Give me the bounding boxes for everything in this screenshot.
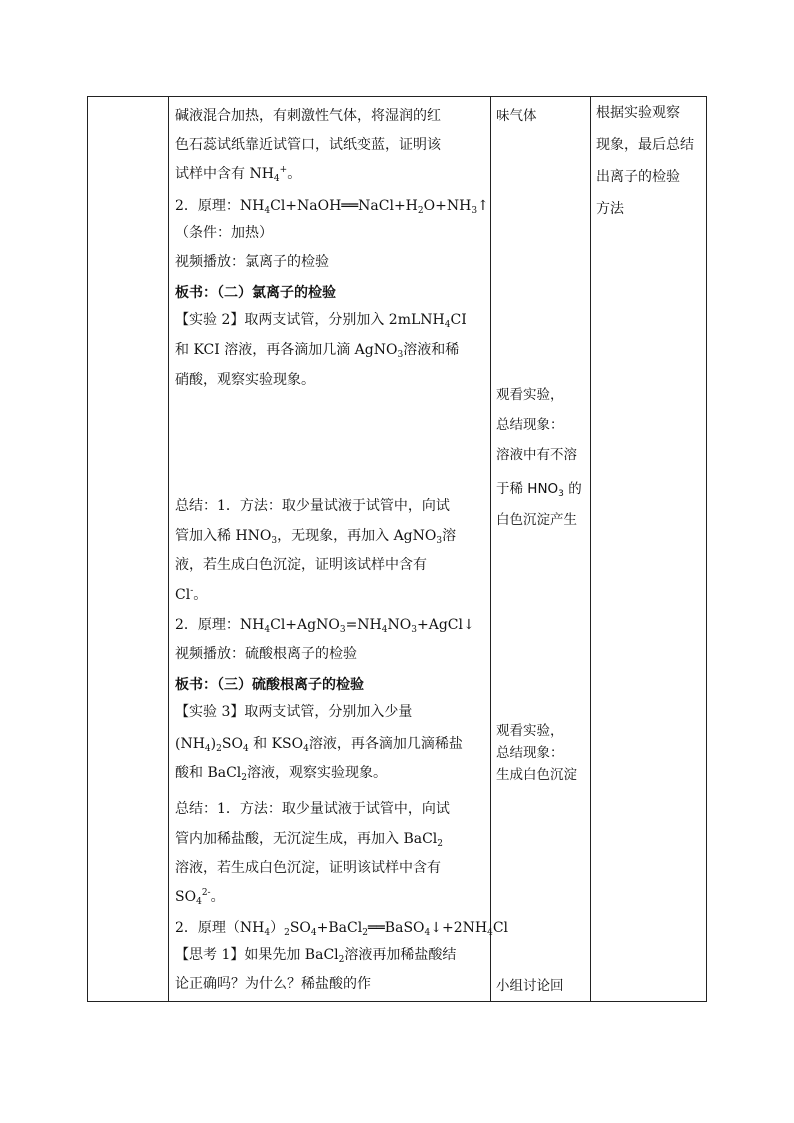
text-line: （条件：加热） xyxy=(175,225,273,241)
design-intent-cell xyxy=(591,97,706,1001)
reaction-equation: 2．原理：$NH_4Cl+NaOH══NaCl+H_2O+NH_3↑$ xyxy=(175,198,489,216)
teacher-activity-cell xyxy=(169,97,509,1001)
blank-column-cell xyxy=(88,97,168,1001)
text-line: 溶液，若生成白色沉淀，证明该试样中含有 xyxy=(175,860,441,876)
text-line: 小组讨论回 xyxy=(496,978,564,994)
text-line: 总结现象： xyxy=(496,745,564,761)
text-line: $(NH_4)_2SO_4$ 和 $KSO_4$溶液，再各滴加几滴稀盐 xyxy=(175,736,463,754)
blackboard-heading: 板书：（三）硫酸根离子的检验 xyxy=(175,677,364,693)
text-line: 视频播放：硫酸根离子的检验 xyxy=(175,646,357,662)
text-line: 试样中含有 $NH_4^+$。 xyxy=(175,165,302,184)
text-line: 生成白色沉淀 xyxy=(496,767,577,783)
lesson-plan-table xyxy=(87,96,707,1002)
text-line: 方法 xyxy=(596,201,624,217)
text-line: $SO_4^{2-}$。 xyxy=(175,888,225,907)
text-line: 视频播放：氯离子的检验 xyxy=(175,254,329,270)
text-line: 总结：1．方法：取少量试液于试管中，向试 xyxy=(175,498,450,514)
text-line: 论正确吗？为什么？稀盐酸的作 xyxy=(175,976,371,992)
text-line: 【思考 1】如果先加 BaCl$_2$溶液再加稀盐酸结 xyxy=(175,947,457,965)
text-line: 酸和 BaCl$_2$溶液，观察实验现象。 xyxy=(175,765,388,783)
text-line: 观看实验， xyxy=(496,387,564,403)
text-line: 【实验 3】取两支试管，分别加入少量 xyxy=(175,704,413,720)
text-line: 味气体 xyxy=(496,108,537,124)
text-line: Cl-。 xyxy=(175,586,208,603)
reaction-equation: 2．原理$(NH_4)_2SO_4+BaCl_2══BaSO_4↓+2NH_4Cl$ xyxy=(175,920,509,938)
text-line: 硝酸，观察实验现象。 xyxy=(175,372,315,388)
blackboard-heading: 板书：（二）氯离子的检验 xyxy=(175,285,336,301)
text-line: 总结现象： xyxy=(496,417,564,433)
text-line: 溶液中有不溶 xyxy=(496,447,577,463)
text-line: 根据实验观察 xyxy=(596,105,680,121)
text-line: 白色沉淀产生 xyxy=(496,512,577,528)
text-line: 和 KCI 溶液，再各滴加几滴 AgNO$_3$溶液和稀 xyxy=(175,342,460,360)
student-activity-cell xyxy=(491,97,590,1001)
text-line: 管加入稀 $HNO_3$，无现象，再加入 AgNO$_3$溶 xyxy=(175,528,457,546)
reaction-equation: 2．原理：$NH_4Cl+AgNO_3=NH_4NO_3+AgCl↓$ xyxy=(175,617,475,635)
text-line: 现象，最后总结 xyxy=(596,137,694,153)
text-line: 出离子的检验 xyxy=(596,169,680,185)
text-line: 液，若生成白色沉淀，证明该试样中含有 xyxy=(175,557,427,573)
text-line: 于稀 $HNO_3$ 的 xyxy=(496,481,582,499)
text-line: 色石蕊试纸靠近试管口，试纸变蓝，证明该 xyxy=(175,137,441,153)
text-line: 观看实验， xyxy=(496,723,564,739)
text-line: 【实验 2】取两支试管，分别加入 2mLNH$_4$CI xyxy=(175,312,467,330)
text-line: 总结：1．方法：取少量试液于试管中，向试 xyxy=(175,801,450,817)
text-line: 碱液混合加热，有刺激性气体，将湿润的红 xyxy=(175,108,441,124)
text-line: 管内加稀盐酸，无沉淀生成，再加入 BaCl$_2$ xyxy=(175,831,444,849)
